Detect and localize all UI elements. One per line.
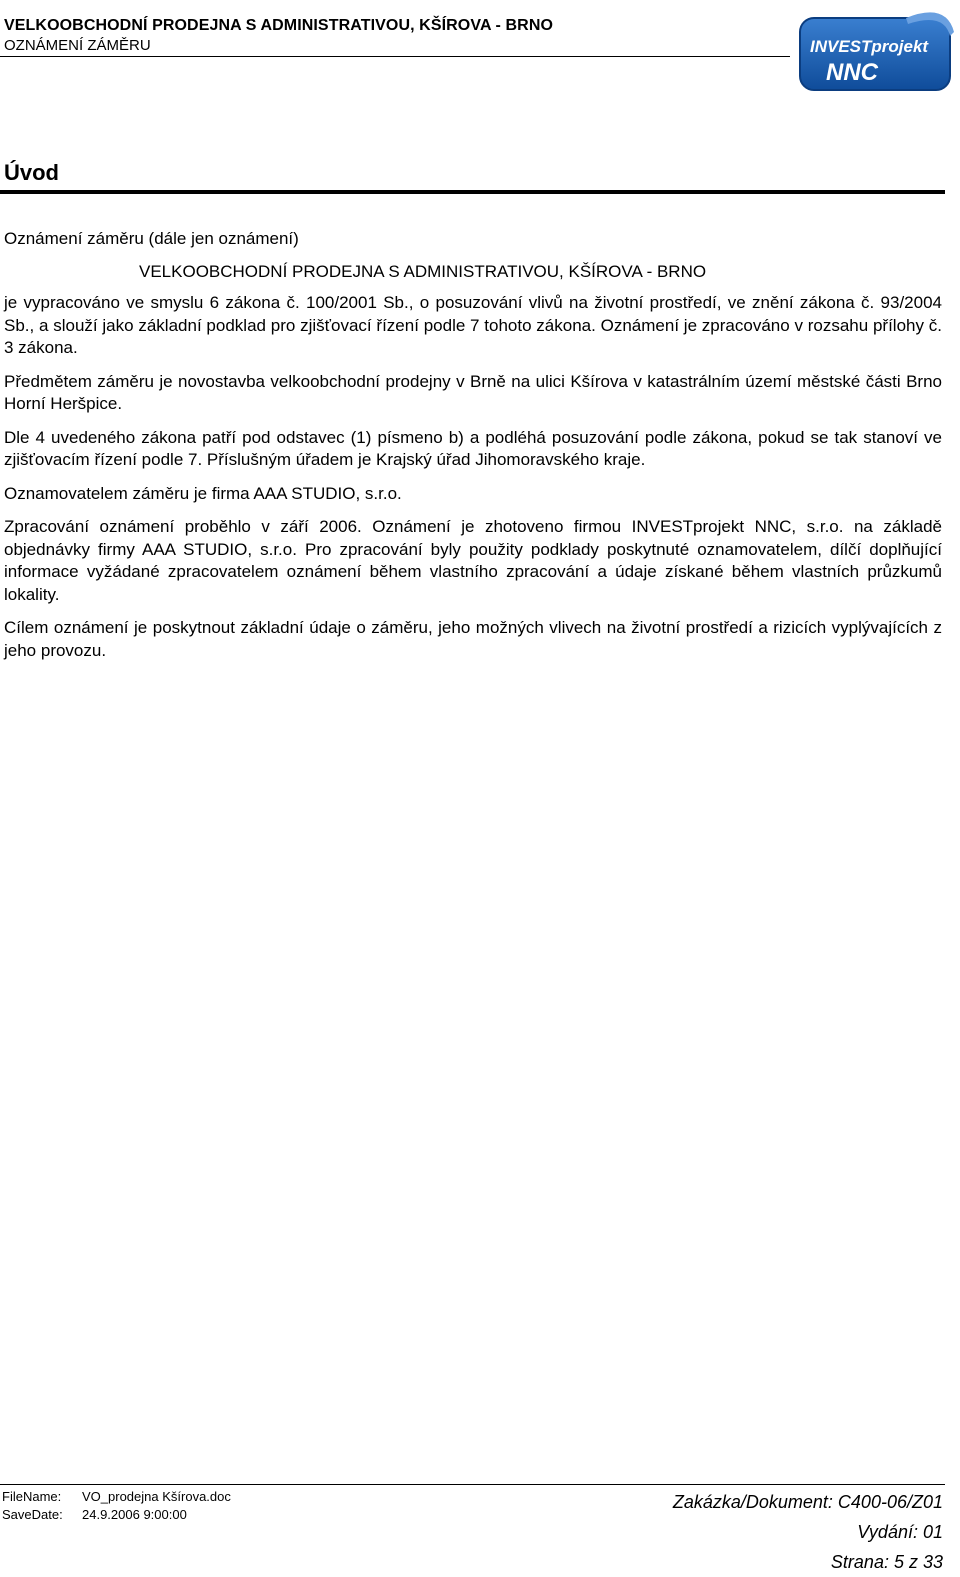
order-number: Zakázka/Dokument: C400-06/Z01	[672, 1492, 943, 1512]
heading-rule	[0, 190, 945, 194]
paragraph-project-name: VELKOOBCHODNÍ PRODEJNA S ADMINISTRATIVOU, KŠÍROVA - BRNO	[139, 261, 707, 281]
page-number: Strana: 5 z 33	[830, 1552, 943, 1572]
edition-number: Vydání: 01	[857, 1522, 943, 1542]
file-info	[2, 1488, 231, 1524]
section-heading: Úvod	[4, 160, 59, 185]
filename-label: FileName:	[2, 1489, 62, 1504]
footer-rule	[0, 1484, 945, 1485]
paragraph-goal: Cílem oznámení je poskytnout základní údaje o záměru, jeho možných vlivech na životní prostředí a rizicích vyplývajících z jeho provozu.	[4, 618, 942, 660]
filename-value: VO_prodejna Kšírova.doc	[82, 1489, 231, 1504]
paragraph-subject: Předmětem záměru je novostavba velkoobchodní prodejny v Brně na ulici Kšírova v katastrálním území městské části Brno Horní Heršpice.	[4, 371, 942, 413]
paragraph-processing: Zpracování oznámení proběhlo v září 2006. Oznámení je zhotoveno firmou INVESTprojekt NNC, s.r.o. na základě objednávky firmy AAA STUDIO, s.r.o. Pro zpracování byly použity podklady poskytnuté oznamovatelem, dílčí doplňující informace vyžádané zpracovatelem oznámení během vlastního zpracování a údaje získané během vlastních průzkumů lokality.	[4, 517, 942, 604]
document-body	[4, 228, 942, 662]
logo-line2: NNC	[826, 59, 878, 86]
paragraph-intro: Oznámení záměru (dále jen oznámení)	[4, 229, 299, 248]
page-footer	[0, 1484, 960, 1572]
paragraph-assessment: Dle 4 uvedeného zákona patří pod odstavec (1) písmeno b) a podléhá posuzování podle zákona, pokud se tak stanoví ve zjišťovacím řízení podle 7. Příslušným úřadem je Krajský úřad Jihomoravského kraje.	[4, 427, 942, 469]
header-rule	[0, 56, 790, 57]
savedate-label: SaveDate:	[2, 1507, 63, 1522]
document-title: VELKOOBCHODNÍ PRODEJNA S ADMINISTRATIVOU, KŠÍROVA - BRNO	[4, 17, 554, 34]
investprojekt-logo	[796, 2, 958, 94]
logo-line1: INVESTprojekt	[810, 37, 929, 56]
savedate-value: 24.9.2006 9:00:00	[82, 1507, 187, 1522]
page-header	[0, 0, 960, 100]
paragraph-notifier: Oznamovatelem záměru je firma AAA STUDIO, s.r.o.	[4, 483, 402, 503]
document-info	[673, 1487, 943, 1577]
paragraph-legal-basis: je vypracováno ve smyslu 6 zákona č. 100/2001 Sb., o posuzování vlivů na životní prostředí, ve znění zákona č. 93/2004 Sb., a slouží jako základní podklad pro zjišťovací řízení podle 7 tohoto zákona. Oznámení je zpracováno v rozsahu přílohy č. 3 zákona.	[4, 293, 942, 357]
document-subtitle: OZNÁMENÍ ZÁMĚRU	[4, 37, 151, 54]
